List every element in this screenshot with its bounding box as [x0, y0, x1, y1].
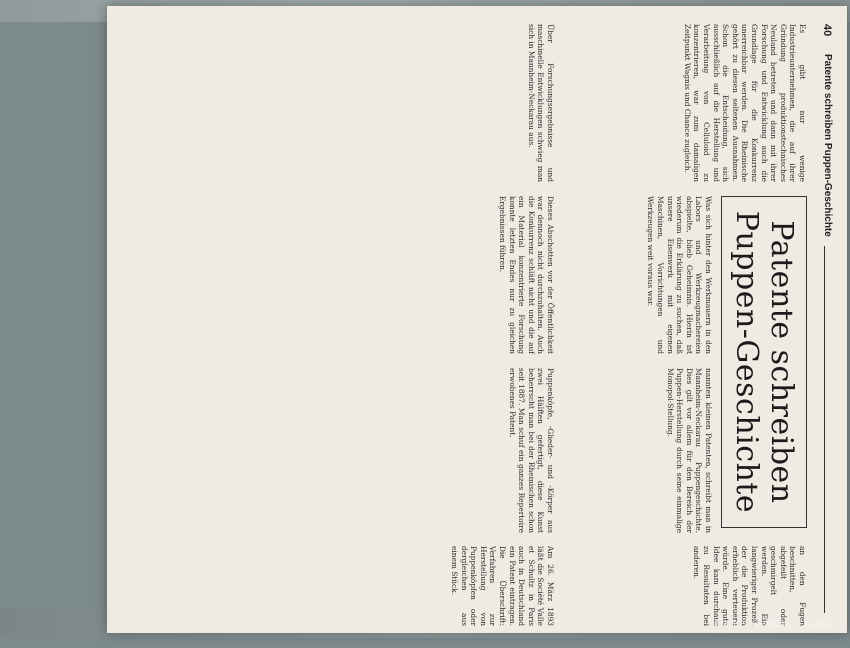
title-line-2: Puppen-Geschichte [729, 210, 764, 514]
watermark: Frensis • Бэйбики • babiki.ru [714, 619, 842, 630]
col1-bottom-text: Über Forschungsergebnisse und maschinelle Entwicklungen schwieg man sich in Mannheim-Neckarau aus. [526, 24, 555, 182]
column-2-top [642, 196, 713, 354]
running-head: Patente schreiben Puppen-Geschichte [822, 54, 833, 237]
column-3-top [661, 368, 713, 533]
book-page [107, 6, 847, 633]
page-number: 40 [821, 24, 833, 37]
title-box [721, 196, 807, 528]
column-3-bottom [503, 368, 555, 533]
title-line-1: Patente schreiben [764, 220, 799, 504]
running-head-rule [824, 246, 825, 613]
col4-bottom-text: Am 26. März 1893 läßt die Société Valle et Schultz in Paris auch in Deutschland ein Patent eintragen. Die Überschrift: Verfahren zur Herstellung von Puppenköpfen oder dergleichen aus einem Stück. [450, 546, 555, 626]
column-4-bottom [445, 546, 555, 626]
page-paper [107, 6, 847, 633]
column-4-top [688, 546, 807, 626]
col3-top-text: nannten kleinen Patenten, schreibt man in Mannheim-Neckarau Puppengeschichte. Dies gilt vor allem für den Bereich der Puppen-Herstellung durch seine einmalige Monopol-Stellung. [665, 368, 713, 533]
column-1-top [678, 24, 807, 182]
col3-bottom-text: Puppenköpfe, -Glieder- und -Körper aus zwei Hälften gefertigt, diese Kunst beherrscht man bei der Rheinischen schon seit 1887. Man schuf ein ganzes Repertoire erwobenes Patent. [507, 368, 555, 533]
col2-top-text: Was sich hinter den Werkmauern in den Labors und Werkzeugmachereien abspielte, blieb Geheimnis. Hierin ist wiederum die Erklärung zu suchen, daß unsere Eisenwerk mit eigenen Maschinen, Vorrichtungen und Werkzeugen weit voraus war. [646, 196, 713, 354]
col4-top-text: an den Fugen beschnitten, abgefeilt oder geschmirgelt werden. Ein langwieriger Prozeß, der die Produktion erheblich verteuern würde. Eine gute Idee kam durchaus zu Resultaten bei anderen. [692, 546, 807, 626]
col2-bottom-text: Dieses Abschotten vor der Öffentlichkeit war dennoch nicht durchzuhalten. Auch die Konkurrenz schläft nicht und die auf ein Material konzentrierte Forschung konnte letzten Endes nur zu gleichen Ergebnissen führen. [498, 196, 555, 354]
column-2-bottom [493, 196, 555, 354]
col1-top-text: Es gibt nur wenige Industrieunternehmen, die auf ihrer Gründung produktionstechnisches Neuland betreten und dann mit ihrer Forschung und Entwicklung auch die Grundlage für die Konkurrenz unerreichbar werden. Die Rheinische gehört zu diesen seltenen Ausnahmen. Schon die Entscheidung, sich ausschließlich auf die Herstellung und Verarbeitung von Celluloid zu konzentrieren, war zum damaligen Zeitpunkt Wagnis und Chance zugleich. [682, 24, 807, 182]
column-1-bottom [522, 24, 555, 182]
